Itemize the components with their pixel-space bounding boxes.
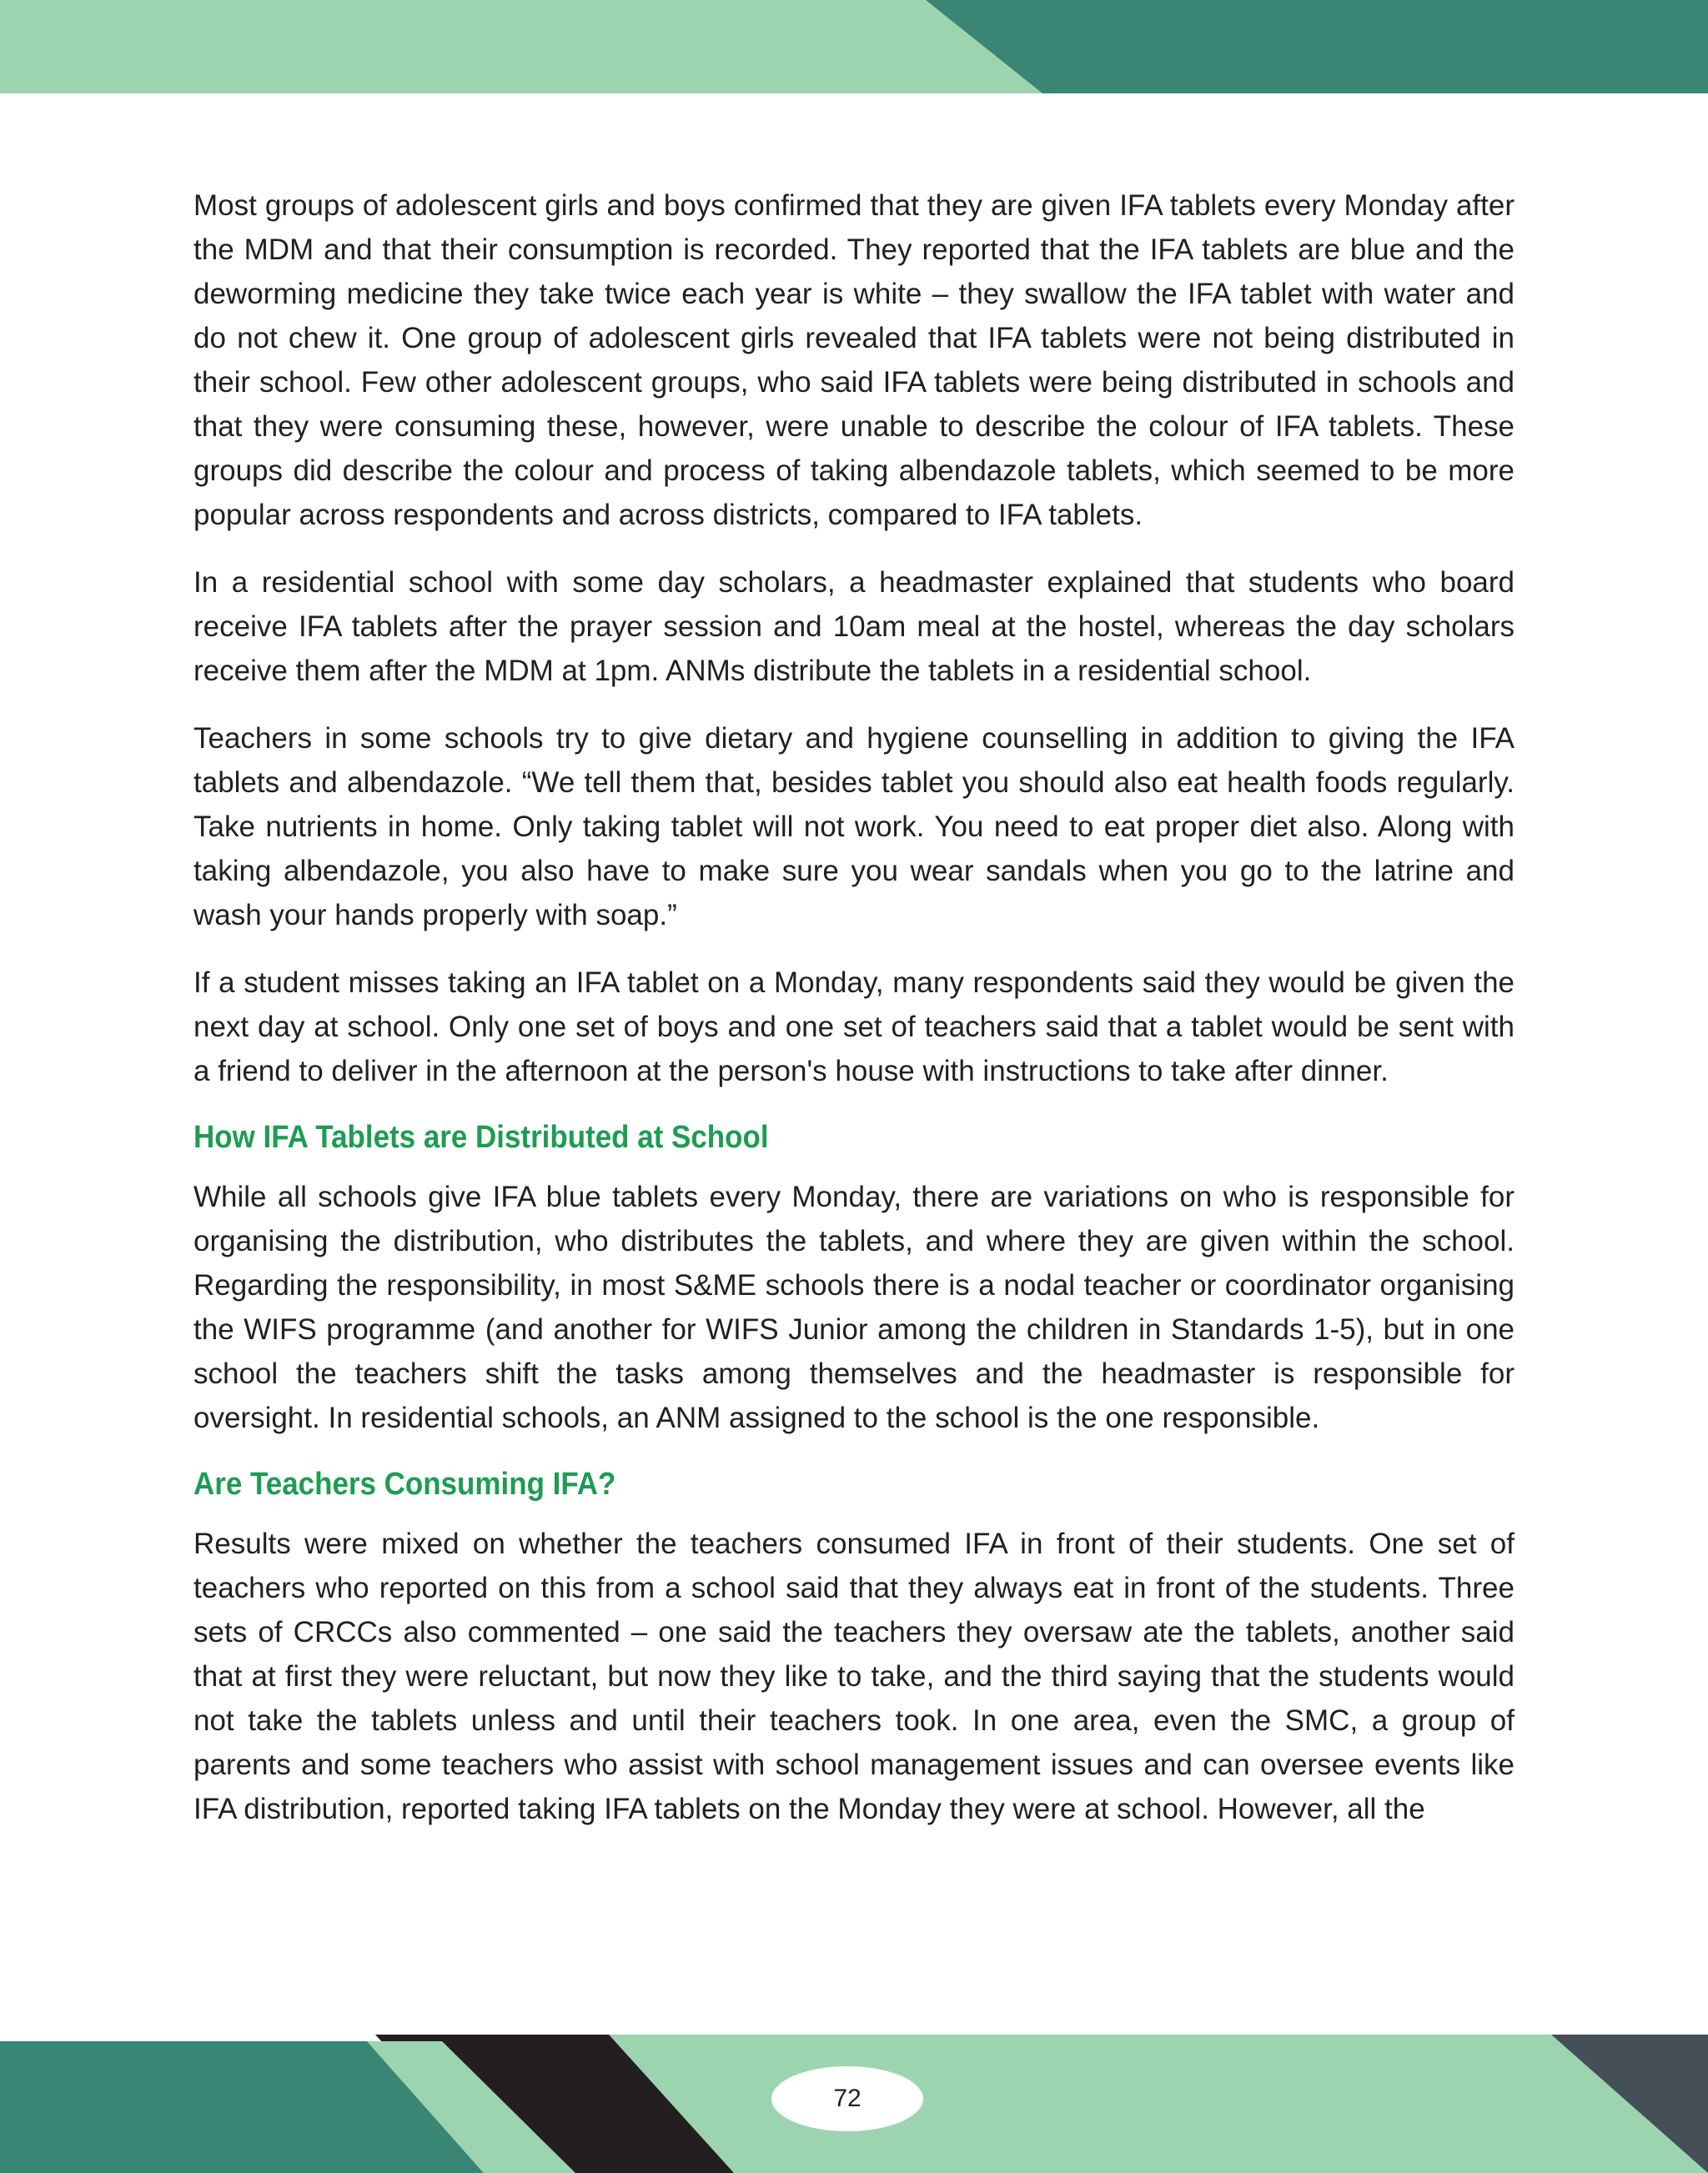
top-decorative-band xyxy=(0,0,1708,93)
paragraph: While all schools give IFA blue tablets every Monday, there are variations on who is responsible for organising the distribution, who distributes the tablets, and where they are given within the school. Regarding the responsibility, in most S&ME schools there is a nodal teacher or coordinator organising the WIFS programme (and another for WIFS Junior among the children in Standards 1-5), but in one school the teachers shift the tasks among themselves and the headmaster is responsible for oversight. In residential schools, an ANM assigned to the school is the one responsible. xyxy=(193,1181,1515,1434)
top-band-dark-teal xyxy=(926,0,1708,93)
paragraph: If a student misses taking an IFA tablet on a Monday, many respondents said they would be given the next day at school. Only one set of boys and one set of teachers said that a tablet would be sent with a friend to deliver in the afternoon at the person's house with instructions to take after dinner. xyxy=(193,966,1515,1087)
section-heading: How IFA Tablets are Distributed at School xyxy=(193,1120,769,1155)
paragraph: Most groups of adolescent girls and boys confirmed that they are given IFA tablets every Monday after the MDM and that their consumption is recorded. They reported that the IFA tablets are blue and the deworming medicine they take twice each year is white – they swallow the IFA tablet with water and do not chew it. One group of adolescent girls revealed that IFA tablets were not being distributed in their school. Few other adolescent groups, who said IFA tablets were being distributed in schools and that they were consuming these, however, were unable to describe the colour of IFA tablets. These groups did describe the colour and process of taking albendazole tablets, which seemed to be more popular across respondents and across districts, compared to IFA tablets. xyxy=(193,189,1515,531)
section-heading: Are Teachers Consuming IFA? xyxy=(193,1467,616,1502)
paragraph: In a residential school with some day scholars, a headmaster explained that students who board receive IFA tablets after the prayer session and 10am meal at the hostel, whereas the day scholars receive them after the MDM at 1pm. ANMs distribute the tablets in a residential school. xyxy=(193,566,1515,687)
page-number: 72 xyxy=(771,2066,923,2131)
paragraph: Teachers in some schools try to give dietary and hygiene counselling in addition to giving the IFA tablets and albendazole. “We tell them that, besides tablet you should also eat health foods regularly. Take nutrients in home. Only taking tablet will not work. You need to eat proper diet also. Along with taking albendazole, you also have to make sure you wear sandals when you go to the latrine and wash your hands properly with soap.” xyxy=(193,722,1515,931)
page-body xyxy=(193,183,1515,1854)
paragraph: Results were mixed on whether the teachers consumed IFA in front of their students. One set of teachers who reported on this from a school said that they always eat in front of the students. Three sets of CRCCs also commented – one said the teachers they oversaw ate the tablets, another said that at first they were reluctant, but now they like to take, and the third saying that the students would not take the tablets unless and until their teachers took. In one area, even the SMC, a group of parents and some teachers who assist with school management issues and can oversee events like IFA distribution, reported taking IFA tablets on the Monday they were at school. However, all the xyxy=(193,1528,1515,1825)
